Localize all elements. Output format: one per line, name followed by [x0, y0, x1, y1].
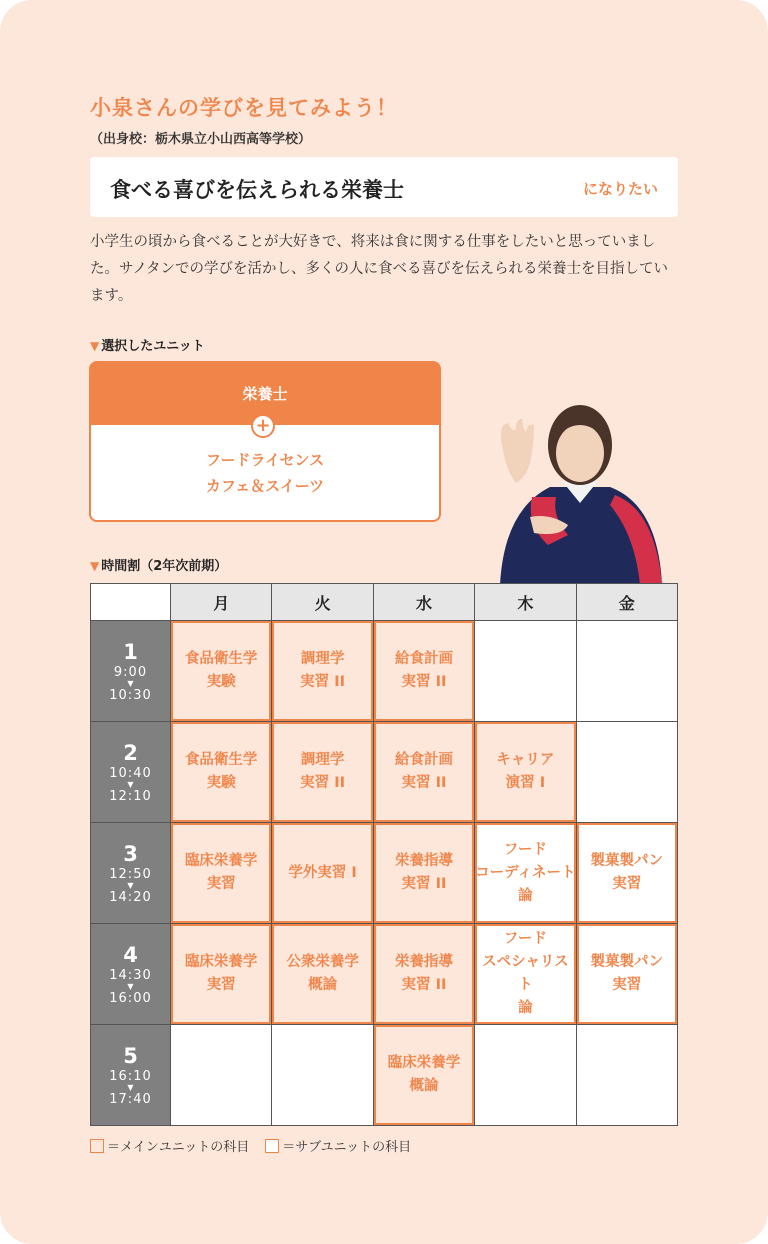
- class-cell: [373, 924, 474, 1025]
- class-line: 実習 II: [401, 977, 447, 993]
- period-number: 1: [123, 640, 138, 664]
- class-line: 実験: [206, 674, 236, 690]
- period-end: 12:10: [109, 789, 152, 804]
- class-cell: [272, 924, 373, 1025]
- legend-sub-text: ＝サブユニットの科目: [282, 1140, 412, 1155]
- class-line: 学外実習 I: [288, 864, 357, 881]
- empty-cell: [576, 1025, 677, 1126]
- class-line: 給食計画: [394, 752, 453, 768]
- period-end: 17:40: [109, 1092, 152, 1107]
- class-cell: [373, 823, 474, 924]
- goal-main-text: 食べる喜びを伝えられる栄養士: [110, 178, 404, 202]
- period-start: 10:40: [109, 766, 152, 781]
- school-name: （出身校：栃木県立小山西高等学校）: [90, 132, 312, 147]
- period-start: 16:10: [109, 1069, 152, 1084]
- timetable: [90, 583, 678, 1126]
- period-end: 10:30: [109, 688, 152, 703]
- class-line: 臨床栄養学: [387, 1055, 461, 1071]
- class-line: 臨床栄養学: [184, 853, 258, 869]
- header-day: 水: [373, 584, 474, 621]
- period-start: 12:50: [109, 867, 152, 882]
- class-line: 概論: [409, 1078, 439, 1094]
- period-arrow-icon: ▼: [127, 982, 134, 991]
- class-line: 概論: [308, 977, 338, 993]
- photo-hand: [501, 419, 534, 483]
- period-arrow-icon: ▼: [127, 1083, 134, 1092]
- period-cell: [91, 621, 171, 722]
- header-day: 木: [475, 584, 576, 621]
- class-cell: [373, 722, 474, 823]
- class-line: 製菓製パン: [590, 853, 664, 869]
- sub-unit-swatch: [265, 1139, 279, 1153]
- class-line: 臨床栄養学: [184, 954, 258, 970]
- class-cell: [576, 924, 677, 1025]
- legend: [90, 1136, 411, 1155]
- class-line: スペシャリスト: [482, 954, 569, 993]
- class-line: 論: [518, 887, 533, 904]
- timetable-section-label: [90, 555, 227, 574]
- class-cell: [272, 722, 373, 823]
- header-corner: [91, 584, 171, 621]
- class-line: 実習 II: [300, 775, 345, 791]
- class-cell: [171, 722, 272, 823]
- period-arrow-icon: ▼: [127, 679, 134, 688]
- empty-cell: [576, 722, 677, 823]
- class-line: 調理学: [300, 752, 345, 768]
- class-line: 食品衛生学: [184, 752, 258, 768]
- period-row: [91, 924, 678, 1025]
- period-number: 2: [123, 741, 138, 765]
- period-cell: [91, 924, 171, 1025]
- class-cell: [373, 1025, 474, 1126]
- timetable-header-row: [91, 584, 678, 621]
- class-line: フード: [503, 931, 547, 947]
- period-number: 3: [123, 842, 138, 866]
- period-cell: [91, 722, 171, 823]
- sub-units: [89, 425, 441, 522]
- class-line: 実習: [612, 876, 642, 892]
- main-unit-label: 栄養士: [242, 384, 288, 403]
- class-line: 実習 II: [401, 876, 447, 892]
- class-line: コーディネート: [475, 864, 576, 881]
- goal-box: [90, 157, 678, 217]
- photo-face: [556, 424, 604, 482]
- class-line: 実習: [206, 876, 236, 892]
- sub-unit-2: カフェ＆スイーツ: [205, 476, 325, 495]
- class-line: 調理学: [300, 651, 345, 667]
- class-line: 論: [518, 1000, 533, 1016]
- class-line: 製菓製パン: [590, 954, 664, 970]
- period-row: [91, 722, 678, 823]
- class-line: 公衆栄養学: [286, 954, 359, 970]
- class-cell: [475, 722, 576, 823]
- class-cell: [272, 823, 373, 924]
- sub-unit-1: フードライセンス: [205, 450, 325, 469]
- class-line: 実習 II: [300, 674, 345, 690]
- class-cell: [171, 924, 272, 1025]
- class-cell: [272, 621, 373, 722]
- triangle-down-icon: ▼: [90, 559, 100, 573]
- units-section-label: [90, 335, 205, 354]
- class-line: 栄養指導: [394, 853, 453, 869]
- class-cell: [171, 823, 272, 924]
- class-line: 演習 I: [505, 775, 546, 791]
- header-day: 火: [272, 584, 373, 621]
- plus-icon: +: [251, 414, 275, 438]
- class-line: 食品衛生学: [184, 651, 258, 667]
- period-cell: [91, 823, 171, 924]
- class-line: 実習 II: [401, 775, 447, 791]
- class-line: 実習: [612, 977, 642, 993]
- period-row: [91, 823, 678, 924]
- period-end: 14:20: [109, 890, 152, 905]
- description: 小学生の頃から食べることが大好きで、将来は食に関する仕事をしたいと思っていました。サノタンでの学びを活かし、多くの人に食べる喜びを伝えられる栄養士を目指しています。: [90, 234, 668, 304]
- empty-cell: [171, 1025, 272, 1126]
- header-day: 月: [171, 584, 272, 621]
- empty-cell: [475, 1025, 576, 1126]
- empty-cell: [272, 1025, 373, 1126]
- class-line: 実験: [206, 775, 236, 791]
- class-line: 実習 II: [401, 674, 447, 690]
- header-day: 金: [576, 584, 677, 621]
- legend-main-text: ＝メインユニットの科目: [107, 1140, 250, 1155]
- class-line: フード: [503, 841, 547, 858]
- class-line: 栄養指導: [394, 954, 453, 970]
- class-line: 実習: [206, 977, 236, 993]
- class-line: キャリア: [496, 752, 555, 768]
- period-row: [91, 1025, 678, 1126]
- page-heading: 小泉さんの学びを見てみよう！: [90, 96, 398, 120]
- class-cell: [373, 621, 474, 722]
- goal-suffix-text: になりたい: [582, 180, 658, 198]
- period-start: 14:30: [109, 968, 152, 983]
- period-arrow-icon: ▼: [127, 780, 134, 789]
- empty-cell: [475, 621, 576, 722]
- class-line: 給食計画: [394, 651, 453, 667]
- period-start: 9:00: [113, 665, 148, 680]
- triangle-down-icon: ▼: [90, 339, 100, 353]
- class-cell: [475, 823, 576, 924]
- class-cell: [171, 621, 272, 722]
- empty-cell: [576, 621, 677, 722]
- class-cell: [576, 823, 677, 924]
- period-arrow-icon: ▼: [127, 881, 134, 890]
- period-end: 16:00: [109, 991, 152, 1006]
- period-cell: [91, 1025, 171, 1126]
- units-label-text: 選択したユニット: [101, 339, 205, 354]
- timetable-label-text: 時間割（2年次前期）: [101, 559, 228, 574]
- main-unit-swatch: [90, 1139, 104, 1153]
- period-number: 5: [123, 1044, 138, 1068]
- period-number: 4: [123, 943, 138, 967]
- class-cell: [475, 924, 576, 1025]
- period-row: [91, 621, 678, 722]
- student-photo: [490, 385, 665, 585]
